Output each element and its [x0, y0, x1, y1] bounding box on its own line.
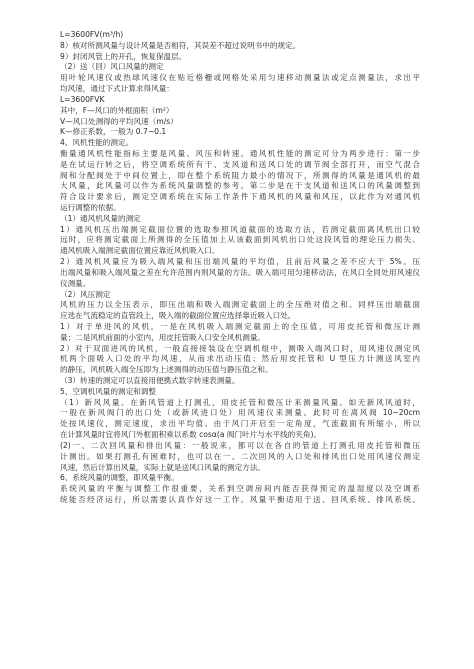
text-line: 阀和分配阀处于中间位置上，即在整个系统阻力最小的情况下，所测得的风量是通风机的最	[60, 170, 420, 180]
text-line: （3）转速的测定可以直接用便携式数字转速表测量。	[60, 376, 240, 385]
text-line: 处按风速仪，测定速度，求出平均值。由于风门开启至一定角度，气流截面有所缩小，所以	[60, 419, 420, 429]
text-line: 量；二是风机前面的小室内，用皮托管吸入口安全风机测量。	[60, 332, 266, 342]
text-line: 1）通风机压出端测定截面位置的选取参照风道截面的选取方法，若测定截面离风机出口较	[60, 224, 420, 234]
text-line: 出端风量和吸入端风量之差在允许范围内则风量的方法。吸入端可用匀速移动法，在风口全同处用风速仪	[60, 267, 420, 277]
text-line: 风机的压力以全压表示，即压出端和吸入端测定截面上的全压绝对值之和。同样压出端截面	[60, 300, 420, 310]
text-line: 2）对于双面进风的风机，一般直接接装设在空调机组中，测吸入端风口时，用风速仪测定风	[60, 343, 420, 353]
text-line: (2)一、二次回风量和排出风量：一般说来，都可以在各自的管道上打测孔用皮托管和微压	[60, 440, 420, 450]
text-line: 远时，应将测定截面上所测得的全压值加上从该截面到风机出口处这段风管的理论压力损失。	[60, 235, 420, 245]
text-line: L=3600FV(m³/h)	[60, 30, 124, 39]
text-line: 机两个面吸入口处的平均风速，从而求出动压值；然后用皮托管和 U 型压力计测送风室内	[60, 354, 420, 364]
text-line: 仪测量。	[60, 278, 91, 288]
text-line: K—修正系数，一般为 0.7~0.1	[60, 127, 167, 137]
text-line: 大风量，此风量可以作为系统风量调整的参考。第二步是在干支风道和送风口的风量调整到	[60, 181, 420, 191]
text-line: 应选在气流稳定的直管段上，吸入端的截面位置应选择靠近吸入口处。	[60, 311, 296, 321]
text-line: 4、风机性能的测定。	[60, 138, 134, 148]
text-line: 5、空调机风量的测定和调整	[60, 386, 156, 396]
text-line: 符合设计要求后，测定空调系统在实际工作条件下通风机的风量和风压，以此作为对通风机	[60, 192, 420, 202]
text-line: 在计算风量时宜将风门外框面积乘以系数 cosα(a 阀门叶片与水平线的夹角)。	[60, 430, 321, 440]
text-line: 9）封闭风管上的开孔，恢复保温层。	[60, 51, 187, 61]
text-line: 8）核对所测风量与设计风量是否相符，其误差不超过说明书中的规定。	[60, 40, 301, 50]
text-line: 6、系统风量的调整，即风量平衡。	[60, 473, 179, 483]
text-line: 用叶轮风速仪或热球风速仪在贴近格栅或网格处采用匀速移动测量法或定点测量法，求出平	[60, 73, 420, 83]
document-body	[60, 30, 420, 506]
text-line: 均风速，通过下式计算求得风量：	[60, 84, 174, 94]
text-line: 计测出。如果打测孔有困难时，也可以在一、二次回风的入口处和排风出口处用风速仪测定	[60, 451, 420, 461]
text-line: 一般在新风阀门的出口处（或新风进口处）用风速仪来测量。此时可在离风阀 10~20cm	[60, 408, 420, 418]
text-line: 风速，然后计算出风量，实际上就是送风口风量的测定方法。	[60, 462, 266, 472]
text-line: 系统风量的平衡与调整工作很重要，关系到空调房间内能否获得预定的温湿度以及空调系	[60, 484, 420, 494]
text-line: 2）通风机风量应为吸入端风量和压出端风量的平均值，且前后风量之差不应大于 5%。压	[60, 257, 420, 267]
text-line: V—风口处测得的平均风速（m/s）	[60, 116, 178, 126]
text-line: 是在试运行转之后，将空调系统所有干、支风道和送风口处的调节阀全部打开，而空气混合	[60, 159, 420, 169]
text-line: （1）新风风量。在新风管道上打测孔，用皮托管和微压计来测量风量。如无新风风道时，	[60, 397, 420, 407]
text-line: （2）风压测定	[60, 289, 111, 299]
text-line: 其中，F—风口的外框面积（m²）	[60, 105, 174, 115]
text-line: （1）通风机风量的测定	[60, 213, 141, 223]
text-line: 1）对于单进风的风机，一是在风机吸入端测定截面上的全压值，可用皮托管和微压计测	[60, 321, 420, 331]
text-line: 运行调整的依据。	[60, 203, 121, 212]
text-line: 衡量通风机性能指标主要是风量、风压和转速。通风机性能的测定可分为两步进行：第一步	[60, 148, 420, 158]
text-line: 的静压，风机吸入端全压即为上述测得的动压值与静压值之和。	[60, 365, 273, 375]
text-line: 统能否经济运行，所以需要认真作好这一工作。风量平衡适用于送、回风系统、排风系统。	[60, 494, 420, 504]
text-line: L=3600FVK	[60, 94, 105, 104]
text-line: （2）送（回）风口风量的测定	[60, 62, 164, 72]
text-line: 通风机吸入端测定截面位置应靠近风机吸入口。	[60, 246, 220, 256]
